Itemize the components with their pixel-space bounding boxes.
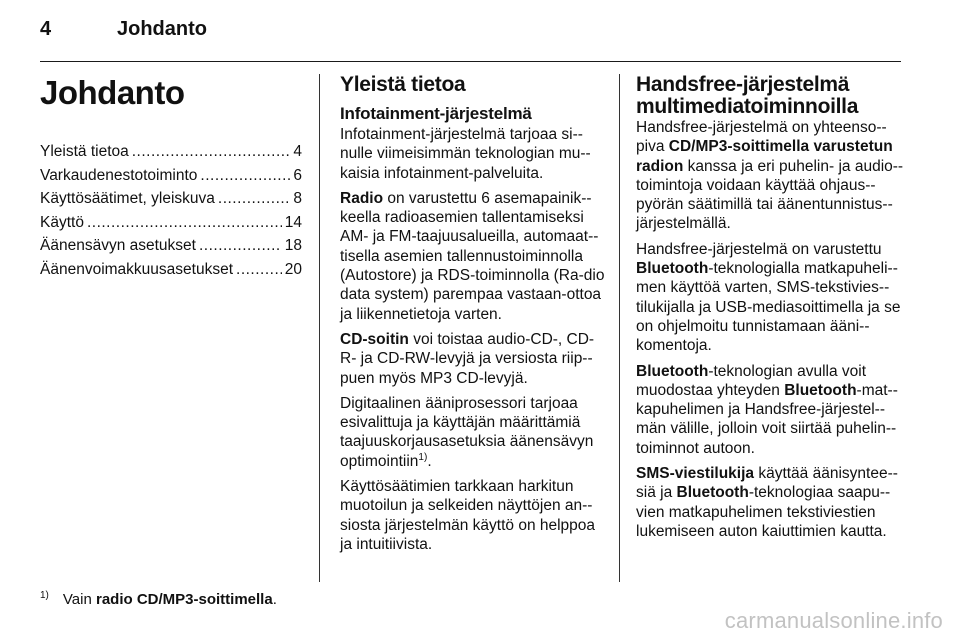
paragraph: Käyttösäätimien tarkkaan harkitun muotoilun ja selkeiden näyttöjen an-siosta järjestelmän käyttö on helppoa ja intuitiivista. [340,478,596,553]
term: Bluetooth [636,260,709,278]
toc-entry[interactable] [40,166,302,190]
paragraph-text: käyttää äänisyntee-siä ja [636,465,898,502]
term: Radio [340,189,384,207]
toc-entry[interactable] [40,189,302,213]
section-heading: Yleistä tietoa [340,73,466,96]
footnote-mark: 1) [40,590,49,601]
toc-entry-page: 8 [293,190,302,208]
paragraph [636,362,904,458]
paragraph [636,118,904,234]
toc-entry-page: 4 [293,143,302,160]
term: Bluetooth [676,484,749,502]
paragraph [340,189,608,324]
paragraph-text: -teknologian avulla voit muodostaa yhteyden [636,362,867,399]
toc-column [40,74,302,284]
toc-leader [236,260,282,279]
general-info-column [340,74,608,560]
footnote [40,590,277,608]
toc-entry-page: 14 [284,213,302,231]
column-divider [319,74,320,582]
footnote-text: Vain [62,591,96,608]
toc-entry-title: Äänensävyn asetukset [40,237,196,255]
paragraph-text: -teknologiaa saapu-vien matkapuhelimen tekstiviestien lukemiseen auton kaiuttimien kautta. [636,484,891,540]
paragraph-text: kanssa ja eri puhelin- ja audio-toimintoja voidaan käyttää ohjaus-pyörän säätimillä tai äänentunnistus-järjestelmällä. [636,157,904,233]
page-number: 4 [40,18,52,40]
term: CD-soitin [340,330,409,348]
paragraph-text: Handsfree-järjestelmä on varustettu [636,240,882,258]
paragraph-text: voi toistaa audio-CD-, CD-R- ja CD-RW-levyjä ja versiosta riip-puen myös MP3 CD-levyjä. [340,330,595,387]
toc-leader [200,166,290,185]
term: Bluetooth [784,381,857,399]
paragraph-text: . [427,452,432,470]
toc-entry-title: Käyttösäätimet, yleiskuva [40,190,215,208]
paragraph-text: Digitaalinen ääniprosessori tarjoaa esivalittuja ja käyttäjän määrittämiä taajuuskorjausasetuksia äänensävyn optimointiin [340,394,594,470]
toc-entry-page: 6 [293,166,302,184]
toc-leader [218,189,290,208]
section-heading: Handsfree-järjestelmä multimediatoiminnoilla [636,73,859,118]
term: CD/MP3-soittimella varustetun radion [636,138,893,175]
term: Bluetooth [636,362,709,380]
term: SMS-viestilukija [636,465,755,483]
toc-leader [87,213,282,232]
table-of-contents [40,142,302,284]
watermark-text: carmanualsonline.info [724,608,943,633]
toc-entry-title: Käyttö [40,213,84,231]
footnote-text: . [272,591,277,608]
toc-entry-page: 18 [284,237,302,255]
toc-entry-title: Varkaudenestotoiminto [40,166,198,184]
paragraph-text: Handsfree-järjestelmä on yhteenso-piva [636,119,887,156]
paragraph-text: -mat-kapuhelimen ja Handsfree-järjestel-män välille, jolloin voit siirtää puhelin-toiminnot autoon. [636,381,898,457]
handsfree-column [636,74,904,547]
paragraph [636,464,904,541]
footnote-reference[interactable]: 1) [418,451,428,463]
paragraph-text: on varustettu 6 asemapainik-keella radioasemien tallentamiseksi AM- ja FM-taajuusalueilla, automaat-tisella asemien tallennustoiminnolla (Autostore) ja RDS-toiminnolla (Ra-dio data system) parempaa vastaan-ottoa ja liikennetietoja varten. [340,189,605,323]
column-divider [619,74,620,582]
chapter-title: Johdanto [40,74,185,111]
toc-entry[interactable] [40,213,302,237]
paragraph: Infotainment-järjestelmä tarjoaa si-nulle viimeisimmän teknologian mu-kaisia infotainment-palveluita. [340,126,591,182]
toc-entry-title: Äänenvoimakkuusasetukset [40,260,234,278]
toc-entry-page: 20 [284,260,302,278]
paragraph [636,240,904,356]
header-divider [40,61,901,62]
toc-leader [132,142,291,161]
toc-entry-title: Yleistä tietoa [40,143,129,160]
footnote-term: radio CD/MP3-soittimella [95,591,273,608]
paragraph [340,394,608,471]
running-header: Johdanto [117,18,207,40]
paragraph [340,330,608,388]
toc-entry[interactable] [40,236,302,260]
subsection-heading: Infotainment-järjestelmä [340,104,532,123]
toc-entry[interactable] [40,142,302,166]
paragraph-text: -teknologialla matkapuheli-men käyttöä varten, SMS-tekstivies-tilukijalla ja USB-mediasoittimella ja se on ohjelmoitu tunnistamaan ääni-komentoja. [636,260,901,355]
toc-leader [199,236,282,255]
toc-entry[interactable] [40,260,302,284]
